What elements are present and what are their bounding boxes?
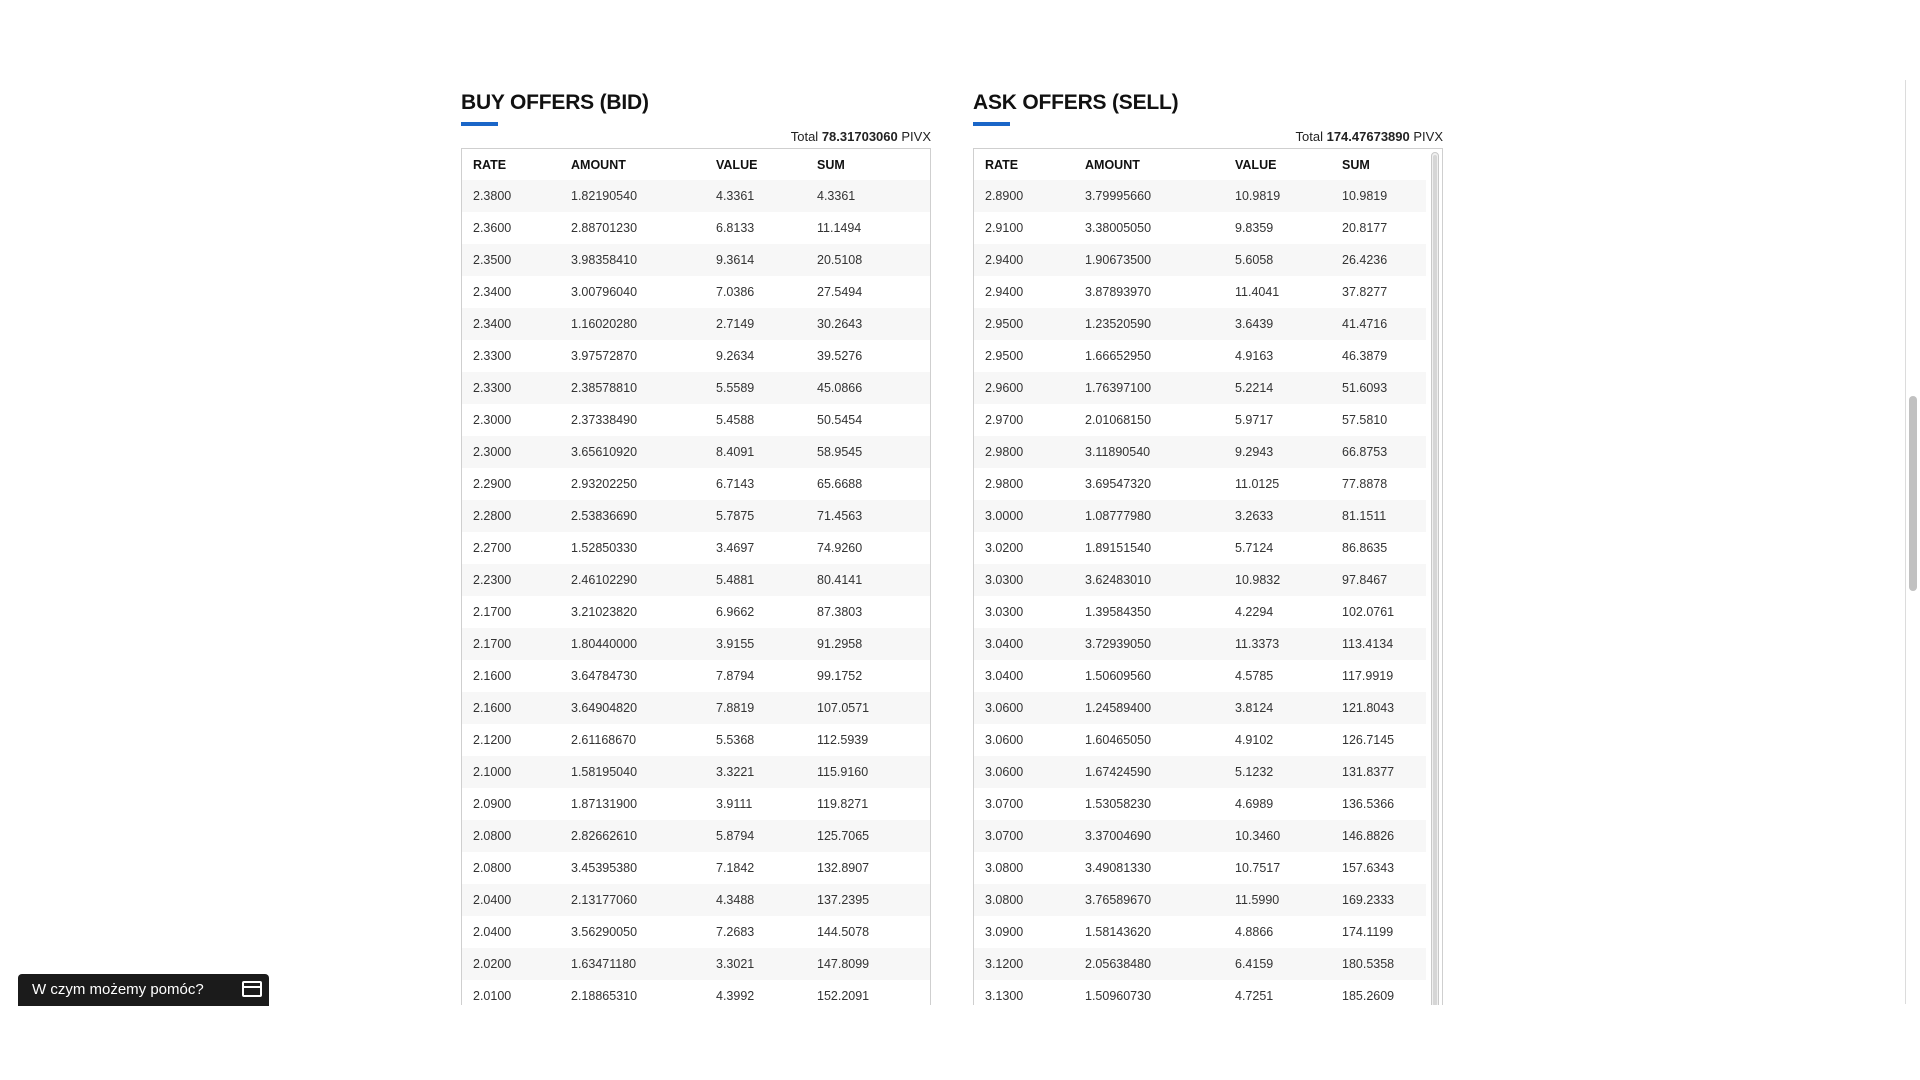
bid-total-label: Total	[790, 129, 819, 144]
value-cell: 2.7149	[705, 308, 806, 340]
value-cell: 11.4041	[1224, 276, 1331, 308]
value-cell: 7.1842	[705, 852, 806, 884]
bid-table-row[interactable]	[462, 628, 930, 660]
rate-cell: 2.9400	[974, 244, 1074, 276]
amount-cell: 3.21023820	[560, 596, 705, 628]
ask-total-value: 174.47673890	[1326, 129, 1410, 144]
value-cell: 10.9819	[1224, 180, 1331, 212]
amount-cell: 1.24589400	[1074, 692, 1224, 724]
bid-table-row[interactable]	[462, 180, 930, 212]
amount-cell: 1.23520590	[1074, 308, 1224, 340]
amount-cell: 2.38578810	[560, 372, 705, 404]
sum-cell: 86.8635	[1331, 532, 1426, 564]
ask-table-row[interactable]	[974, 948, 1426, 980]
amount-cell: 2.61168670	[560, 724, 705, 756]
bid-table-row[interactable]	[462, 212, 930, 244]
sum-cell: 57.5810	[1331, 404, 1426, 436]
bid-total-unit: PIVX	[901, 129, 931, 144]
bid-table-row[interactable]	[462, 660, 930, 692]
rate-cell: 2.0200	[462, 948, 560, 980]
sum-cell: 37.8277	[1331, 276, 1426, 308]
value-cell: 9.2943	[1224, 436, 1331, 468]
rate-cell: 2.3400	[462, 276, 560, 308]
sum-cell: 66.8753	[1331, 436, 1426, 468]
rate-cell: 2.9500	[974, 308, 1074, 340]
chat-widget-label: W czym możemy pomóc?	[32, 981, 204, 998]
amount-cell: 3.37004690	[1074, 820, 1224, 852]
rate-cell: 3.0700	[974, 820, 1074, 852]
sum-cell: 119.8271	[806, 788, 930, 820]
rate-cell: 3.0400	[974, 628, 1074, 660]
rate-cell: 2.3600	[462, 212, 560, 244]
rate-cell: 2.9800	[974, 468, 1074, 500]
value-cell: 6.7143	[705, 468, 806, 500]
bid-table-row[interactable]	[462, 276, 930, 308]
sum-cell: 50.5454	[806, 404, 930, 436]
ask-table-row[interactable]	[974, 852, 1426, 884]
rate-cell: 3.0300	[974, 564, 1074, 596]
value-cell: 7.2683	[705, 916, 806, 948]
value-cell: 3.9111	[705, 788, 806, 820]
sum-cell: 113.4134	[1331, 628, 1426, 660]
amount-cell: 3.38005050	[1074, 212, 1224, 244]
sum-cell: 81.1511	[1331, 500, 1426, 532]
value-cell: 3.4697	[705, 532, 806, 564]
sum-cell: 180.5358	[1331, 948, 1426, 980]
value-cell: 9.2634	[705, 340, 806, 372]
ask-table-row[interactable]	[974, 276, 1426, 308]
rate-cell: 2.1700	[462, 628, 560, 660]
ask-table-row[interactable]	[974, 564, 1426, 596]
value-cell: 10.3460	[1224, 820, 1331, 852]
amount-cell: 2.88701230	[560, 212, 705, 244]
value-cell: 11.3373	[1224, 628, 1331, 660]
rate-cell: 2.1600	[462, 660, 560, 692]
value-cell: 4.9163	[1224, 340, 1331, 372]
bid-table-row[interactable]	[462, 788, 930, 820]
ask-offers-table	[974, 149, 1426, 1010]
ask-table-row[interactable]	[974, 788, 1426, 820]
amount-cell: 3.45395380	[560, 852, 705, 884]
amount-cell: 1.66652950	[1074, 340, 1224, 372]
rate-cell: 2.3500	[462, 244, 560, 276]
rate-cell: 2.3400	[462, 308, 560, 340]
bid-offers-panel	[461, 90, 931, 1010]
ask-table-row[interactable]	[974, 372, 1426, 404]
ask-table-row[interactable]	[974, 820, 1426, 852]
value-cell: 10.7517	[1224, 852, 1331, 884]
sum-cell: 87.3803	[806, 596, 930, 628]
bid-table-row[interactable]	[462, 884, 930, 916]
sum-cell: 112.5939	[806, 724, 930, 756]
amount-cell: 1.63471180	[560, 948, 705, 980]
value-cell: 9.3614	[705, 244, 806, 276]
amount-cell: 1.90673500	[1074, 244, 1224, 276]
rate-cell: 2.1600	[462, 692, 560, 724]
value-cell: 5.4588	[705, 404, 806, 436]
amount-cell: 2.46102290	[560, 564, 705, 596]
sum-cell: 91.2958	[806, 628, 930, 660]
rate-cell: 2.3000	[462, 404, 560, 436]
rate-cell: 3.0200	[974, 532, 1074, 564]
amount-cell: 3.98358410	[560, 244, 705, 276]
amount-cell: 2.82662610	[560, 820, 705, 852]
bid-table-row[interactable]	[462, 372, 930, 404]
sum-cell: 20.5108	[806, 244, 930, 276]
bid-total-value: 78.31703060	[821, 129, 898, 144]
ask-table-header-row	[974, 149, 1426, 180]
bid-table-row[interactable]	[462, 724, 930, 756]
sum-cell: 4.3361	[806, 180, 930, 212]
value-cell: 4.3361	[705, 180, 806, 212]
amount-cell: 3.72939050	[1074, 628, 1224, 660]
rate-cell: 2.1200	[462, 724, 560, 756]
value-cell: 5.7875	[705, 500, 806, 532]
amount-cell: 3.65610920	[560, 436, 705, 468]
bid-table-row[interactable]	[462, 500, 930, 532]
sum-cell: 131.8377	[1331, 756, 1426, 788]
amount-cell: 1.80440000	[560, 628, 705, 660]
rate-cell: 2.9100	[974, 212, 1074, 244]
amount-cell: 3.49081330	[1074, 852, 1224, 884]
ask-table-row[interactable]	[974, 692, 1426, 724]
value-cell: 5.8794	[705, 820, 806, 852]
amount-cell: 1.39584350	[1074, 596, 1224, 628]
ask-table-row[interactable]	[974, 532, 1426, 564]
page-scrollbar[interactable]	[1905, 80, 1920, 1004]
value-cell: 5.5589	[705, 372, 806, 404]
rate-cell: 2.9800	[974, 436, 1074, 468]
amount-cell: 3.11890540	[1074, 436, 1224, 468]
value-cell: 3.9155	[705, 628, 806, 660]
rate-cell: 3.0800	[974, 852, 1074, 884]
amount-cell: 1.58195040	[560, 756, 705, 788]
rate-cell: 3.0900	[974, 916, 1074, 948]
amount-cell: 3.79995660	[1074, 180, 1224, 212]
ask-total-label: Total	[1295, 129, 1323, 144]
rate-cell: 3.0700	[974, 788, 1074, 820]
rate-cell: 2.2300	[462, 564, 560, 596]
sum-cell: 46.3879	[1331, 340, 1426, 372]
ask-table-row[interactable]	[974, 244, 1426, 276]
ask-table-row[interactable]	[974, 724, 1426, 756]
ask-offers-title: ASK OFFERS (SELL)	[973, 91, 1179, 114]
ask-table-row[interactable]	[974, 500, 1426, 532]
bid-offers-title: BUY OFFERS (BID)	[461, 91, 649, 114]
value-cell: 10.9832	[1224, 564, 1331, 596]
sum-cell: 51.6093	[1331, 372, 1426, 404]
rate-cell: 2.9600	[974, 372, 1074, 404]
amount-cell: 1.58143620	[1074, 916, 1224, 948]
ask-table-scrollbar-thumb[interactable]	[1433, 155, 1437, 1006]
sum-cell: 77.8878	[1331, 468, 1426, 500]
value-cell: 4.3992	[705, 980, 806, 1010]
amount-cell: 2.93202250	[560, 468, 705, 500]
sum-cell: 26.4236	[1331, 244, 1426, 276]
rate-cell: 2.0800	[462, 852, 560, 884]
sum-cell: 169.2333	[1331, 884, 1426, 916]
bid-table-row[interactable]	[462, 340, 930, 372]
sum-cell: 146.8826	[1331, 820, 1426, 852]
bid-table-row[interactable]	[462, 852, 930, 884]
value-cell: 4.7251	[1224, 980, 1331, 1010]
sum-cell: 174.1199	[1331, 916, 1426, 948]
ask-table-row[interactable]	[974, 212, 1426, 244]
amount-cell: 2.05638480	[1074, 948, 1224, 980]
value-cell: 5.2214	[1224, 372, 1331, 404]
rate-cell: 2.9500	[974, 340, 1074, 372]
ask-table-row[interactable]	[974, 340, 1426, 372]
value-cell: 9.8359	[1224, 212, 1331, 244]
chat-widget-button[interactable]	[18, 974, 269, 1006]
sum-cell: 137.2395	[806, 884, 930, 916]
sum-cell: 27.5494	[806, 276, 930, 308]
ask-table-row[interactable]	[974, 596, 1426, 628]
value-cell: 11.0125	[1224, 468, 1331, 500]
value-cell: 7.0386	[705, 276, 806, 308]
value-cell: 4.8866	[1224, 916, 1331, 948]
value-cell: 3.2633	[1224, 500, 1331, 532]
sum-cell: 115.9160	[806, 756, 930, 788]
sum-cell: 30.2643	[806, 308, 930, 340]
value-cell: 4.3488	[705, 884, 806, 916]
sum-cell: 126.7145	[1331, 724, 1426, 756]
ask-total	[973, 128, 1443, 145]
rate-cell: 2.3300	[462, 340, 560, 372]
rate-cell: 3.0800	[974, 884, 1074, 916]
rate-cell: 2.9400	[974, 276, 1074, 308]
ask-total-unit: PIVX	[1413, 129, 1443, 144]
value-cell: 6.4159	[1224, 948, 1331, 980]
value-cell: 3.3221	[705, 756, 806, 788]
bid-table-row[interactable]	[462, 532, 930, 564]
column-header-sum[interactable]: SUM	[1342, 157, 1370, 172]
value-cell: 4.2294	[1224, 596, 1331, 628]
amount-cell: 2.01068150	[1074, 404, 1224, 436]
rate-cell: 2.9700	[974, 404, 1074, 436]
value-cell: 4.5785	[1224, 660, 1331, 692]
value-cell: 3.8124	[1224, 692, 1331, 724]
bid-table-row[interactable]	[462, 404, 930, 436]
ask-table-row[interactable]	[974, 916, 1426, 948]
amount-cell: 3.87893970	[1074, 276, 1224, 308]
page-bottom-area	[0, 1005, 1920, 1080]
column-header-amount[interactable]: AMOUNT	[571, 157, 626, 172]
sum-cell: 71.4563	[806, 500, 930, 532]
bid-total	[461, 128, 931, 145]
column-header-rate[interactable]: RATE	[473, 157, 507, 172]
amount-cell: 1.67424590	[1074, 756, 1224, 788]
rate-cell: 2.0400	[462, 884, 560, 916]
bid-table-row[interactable]	[462, 692, 930, 724]
bid-table-row[interactable]	[462, 596, 930, 628]
value-cell: 3.6439	[1224, 308, 1331, 340]
sum-cell: 65.6688	[806, 468, 930, 500]
value-cell: 11.5990	[1224, 884, 1331, 916]
sum-cell: 97.8467	[1331, 564, 1426, 596]
ask-table-row[interactable]	[974, 308, 1426, 340]
sum-cell: 74.9260	[806, 532, 930, 564]
rate-cell: 2.1000	[462, 756, 560, 788]
value-cell: 5.4881	[705, 564, 806, 596]
bid-table-row[interactable]	[462, 564, 930, 596]
column-header-rate[interactable]: RATE	[985, 157, 1019, 172]
sum-cell: 152.2091	[806, 980, 930, 1010]
bid-table-row[interactable]	[462, 820, 930, 852]
value-cell: 7.8794	[705, 660, 806, 692]
sum-cell: 58.9545	[806, 436, 930, 468]
amount-cell: 2.37338490	[560, 404, 705, 436]
bid-offers-table	[462, 149, 930, 1010]
value-cell: 5.1232	[1224, 756, 1331, 788]
rate-cell: 3.0600	[974, 692, 1074, 724]
amount-cell: 2.53836690	[560, 500, 705, 532]
rate-cell: 3.1300	[974, 980, 1074, 1010]
amount-cell: 3.97572870	[560, 340, 705, 372]
ask-table-row[interactable]	[974, 468, 1426, 500]
amount-cell: 1.60465050	[1074, 724, 1224, 756]
ask-table-scrollbar[interactable]	[1431, 152, 1439, 1009]
ask-table-row[interactable]	[974, 660, 1426, 692]
amount-cell: 3.76589670	[1074, 884, 1224, 916]
amount-cell: 2.18865310	[560, 980, 705, 1010]
amount-cell: 1.76397100	[1074, 372, 1224, 404]
amount-cell: 1.52850330	[560, 532, 705, 564]
ask-table-row[interactable]	[974, 628, 1426, 660]
bid-table-row[interactable]	[462, 948, 930, 980]
amount-cell: 3.69547320	[1074, 468, 1224, 500]
bid-table-row[interactable]	[462, 756, 930, 788]
bid-table-row[interactable]	[462, 436, 930, 468]
sum-cell: 80.4141	[806, 564, 930, 596]
value-cell: 4.6989	[1224, 788, 1331, 820]
bid-table-row[interactable]	[462, 308, 930, 340]
amount-cell: 1.89151540	[1074, 532, 1224, 564]
sum-cell: 39.5276	[806, 340, 930, 372]
amount-cell: 2.13177060	[560, 884, 705, 916]
ask-table-row[interactable]	[974, 180, 1426, 212]
value-cell: 5.7124	[1224, 532, 1331, 564]
amount-cell: 3.56290050	[560, 916, 705, 948]
rate-cell: 2.3300	[462, 372, 560, 404]
value-cell: 8.4091	[705, 436, 806, 468]
bid-table-header-row	[462, 149, 930, 180]
value-cell: 6.9662	[705, 596, 806, 628]
column-header-value[interactable]: VALUE	[716, 157, 758, 172]
amount-cell: 3.64904820	[560, 692, 705, 724]
sum-cell: 121.8043	[1331, 692, 1426, 724]
rate-cell: 2.0900	[462, 788, 560, 820]
rate-cell: 3.0300	[974, 596, 1074, 628]
sum-cell: 11.1494	[806, 212, 930, 244]
rate-cell: 2.0100	[462, 980, 560, 1010]
amount-cell: 1.08777980	[1074, 500, 1224, 532]
chat-window-icon	[242, 981, 262, 997]
sum-cell: 10.9819	[1331, 180, 1426, 212]
sum-cell: 41.4716	[1331, 308, 1426, 340]
ask-table-row[interactable]	[974, 436, 1426, 468]
page-scrollbar-thumb[interactable]	[1909, 396, 1917, 591]
rate-cell: 2.3000	[462, 436, 560, 468]
rate-cell: 2.2900	[462, 468, 560, 500]
value-cell: 5.9717	[1224, 404, 1331, 436]
sum-cell: 117.9919	[1331, 660, 1426, 692]
sum-cell: 185.2609	[1331, 980, 1426, 1010]
value-cell: 4.9102	[1224, 724, 1331, 756]
rate-cell: 3.0400	[974, 660, 1074, 692]
sum-cell: 20.8177	[1331, 212, 1426, 244]
amount-cell: 1.87131900	[560, 788, 705, 820]
sum-cell: 136.5366	[1331, 788, 1426, 820]
rate-cell: 2.2800	[462, 500, 560, 532]
bid-table-row[interactable]	[462, 468, 930, 500]
ask-offers-panel	[973, 90, 1443, 1010]
sum-cell: 147.8099	[806, 948, 930, 980]
sum-cell: 107.0571	[806, 692, 930, 724]
sum-cell: 102.0761	[1331, 596, 1426, 628]
column-header-amount[interactable]: AMOUNT	[1085, 157, 1140, 172]
amount-cell: 1.50960730	[1074, 980, 1224, 1010]
rate-cell: 2.2700	[462, 532, 560, 564]
ask-table-row[interactable]	[974, 884, 1426, 916]
rate-cell: 2.0400	[462, 916, 560, 948]
rate-cell: 2.0800	[462, 820, 560, 852]
rate-cell: 3.0600	[974, 756, 1074, 788]
amount-cell: 1.53058230	[1074, 788, 1224, 820]
rate-cell: 2.3800	[462, 180, 560, 212]
rate-cell: 2.8900	[974, 180, 1074, 212]
bid-offers-table-container[interactable]	[461, 148, 931, 1010]
value-cell: 5.5368	[705, 724, 806, 756]
bid-title-underline	[461, 122, 498, 126]
column-header-value[interactable]: VALUE	[1235, 157, 1277, 172]
bid-table-row[interactable]	[462, 916, 930, 948]
amount-cell: 3.62483010	[1074, 564, 1224, 596]
rate-cell: 3.0000	[974, 500, 1074, 532]
amount-cell: 1.16020280	[560, 308, 705, 340]
sum-cell: 125.7065	[806, 820, 930, 852]
sum-cell: 132.8907	[806, 852, 930, 884]
bid-table-row[interactable]	[462, 244, 930, 276]
amount-cell: 3.64784730	[560, 660, 705, 692]
ask-title-underline	[973, 122, 1010, 126]
sum-cell: 144.5078	[806, 916, 930, 948]
value-cell: 7.8819	[705, 692, 806, 724]
rate-cell: 2.1700	[462, 596, 560, 628]
value-cell: 5.6058	[1224, 244, 1331, 276]
rate-cell: 3.1200	[974, 948, 1074, 980]
sum-cell: 45.0866	[806, 372, 930, 404]
value-cell: 6.8133	[705, 212, 806, 244]
amount-cell: 3.00796040	[560, 276, 705, 308]
sum-cell: 157.6343	[1331, 852, 1426, 884]
amount-cell: 1.50609560	[1074, 660, 1224, 692]
ask-offers-table-container[interactable]	[973, 148, 1443, 1010]
ask-table-row[interactable]	[974, 404, 1426, 436]
amount-cell: 1.82190540	[560, 180, 705, 212]
ask-table-row[interactable]	[974, 756, 1426, 788]
column-header-sum[interactable]: SUM	[817, 157, 845, 172]
value-cell: 3.3021	[705, 948, 806, 980]
sum-cell: 99.1752	[806, 660, 930, 692]
rate-cell: 3.0600	[974, 724, 1074, 756]
